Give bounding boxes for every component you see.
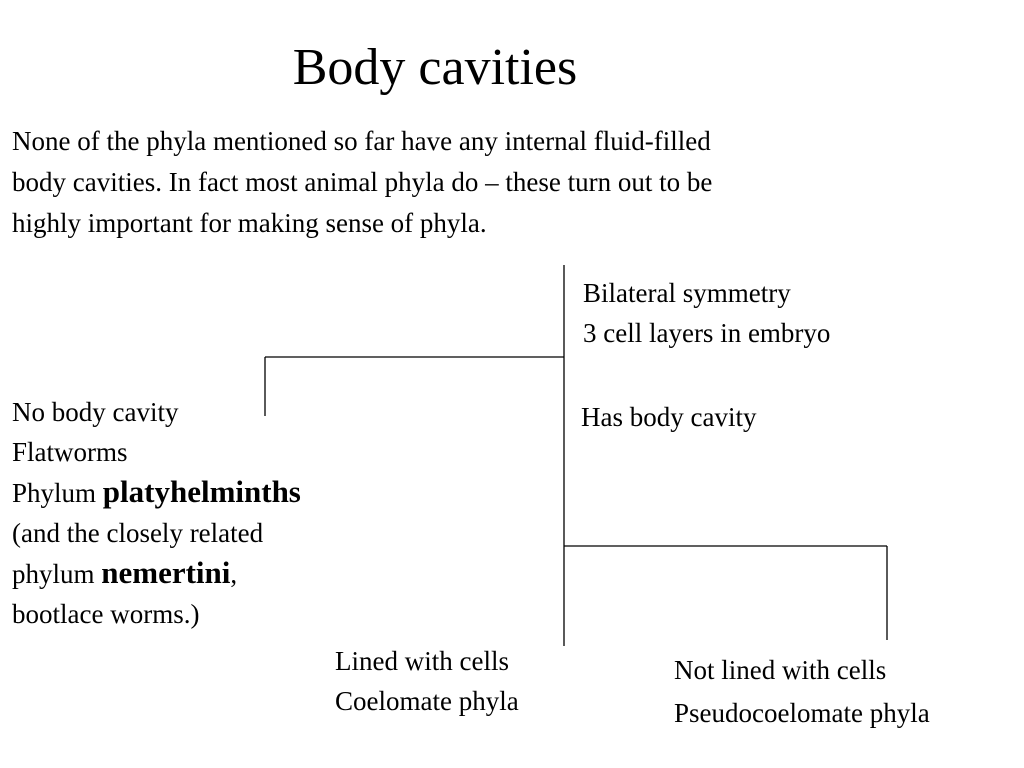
- not-lined-line: Pseudocoelomate phyla: [674, 698, 930, 728]
- no-cavity-line: [12, 472, 301, 513]
- no-cavity-line: bootlace worms.): [12, 599, 200, 629]
- root-line: Bilateral symmetry: [583, 278, 791, 308]
- phylum-name-nemertini: nemertini: [101, 555, 231, 590]
- intro-line: None of the phyla mentioned so far have any internal fluid-filled: [12, 126, 711, 156]
- intro-line: body cavities. In fact most animal phyla do – these turn out to be: [12, 167, 713, 197]
- no-cavity-line: No body cavity: [12, 397, 179, 427]
- has-body-cavity-label: Has body cavity: [581, 402, 757, 432]
- phylum-name-platyhelminths: platyhelminths: [102, 474, 301, 509]
- lined-line: Lined with cells: [335, 646, 509, 676]
- no-cavity-line: [12, 553, 301, 594]
- slide-title: Body cavities: [292, 39, 578, 96]
- no-cavity-line: Flatworms: [12, 437, 128, 467]
- no-body-cavity-label: [12, 392, 301, 634]
- root-line: 3 cell layers in embryo: [583, 318, 831, 348]
- phylum-prefix: phylum: [12, 559, 102, 589]
- not-lined-with-cells-label: [674, 649, 930, 735]
- root-node-label: [583, 273, 830, 353]
- no-cavity-line: (and the closely related: [12, 518, 264, 548]
- phylum-suffix: ,: [230, 559, 238, 589]
- intro-line: highly important for making sense of phyla.: [12, 208, 487, 238]
- phylum-prefix: Phylum: [12, 478, 103, 508]
- lined-line: Coelomate phyla: [335, 686, 519, 716]
- lined-with-cells-label: [335, 641, 519, 721]
- not-lined-line: Not lined with cells: [674, 655, 887, 685]
